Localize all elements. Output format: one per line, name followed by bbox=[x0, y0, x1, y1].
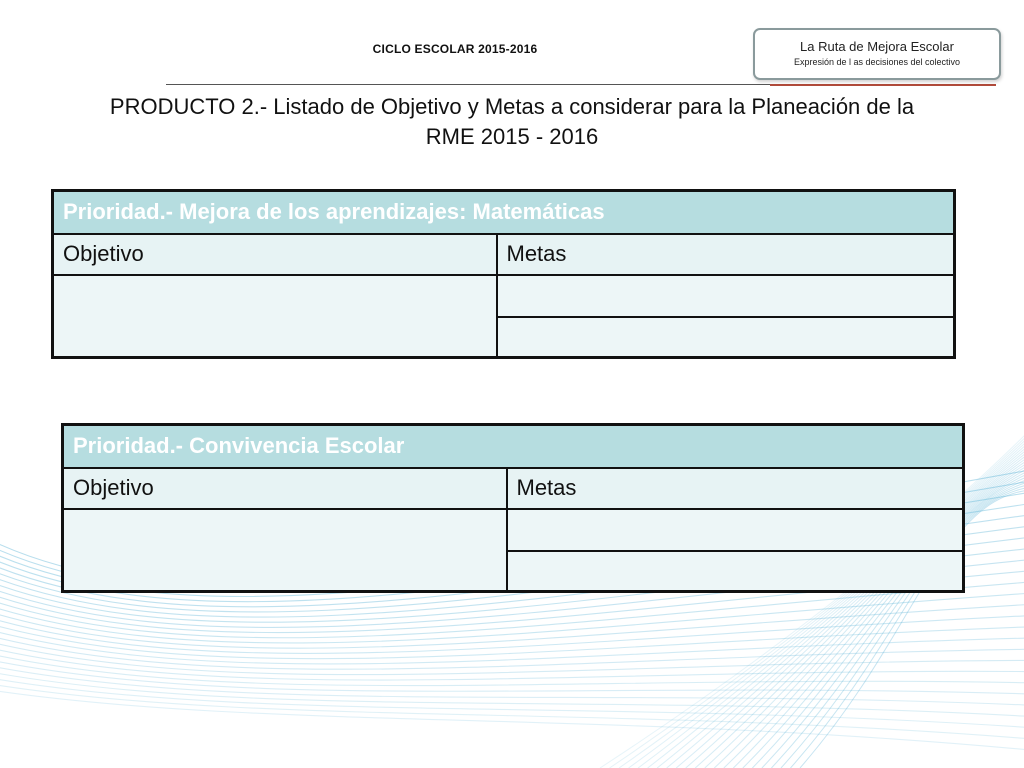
objective-cell[interactable] bbox=[63, 509, 507, 592]
priority-header: Prioridad.- Mejora de los aprendizajes: Matemáticas bbox=[53, 191, 955, 234]
objective-cell[interactable] bbox=[53, 275, 497, 358]
wave-line bbox=[0, 654, 1024, 686]
priority-table-matematicas bbox=[51, 189, 956, 359]
priority-table-convivencia bbox=[61, 423, 965, 593]
product-title-line-1: PRODUCTO 2.- Listado de Objetivo y Metas a considerar para la Planeación de la bbox=[109, 94, 915, 119]
goal-cell[interactable] bbox=[497, 275, 955, 317]
brand-box bbox=[753, 28, 1001, 80]
brand-subtitle: Expresión de l as decisiones del colectivo bbox=[793, 57, 961, 67]
header-divider-accent bbox=[770, 84, 996, 86]
wave-line bbox=[0, 678, 1024, 728]
goal-cell[interactable] bbox=[507, 509, 964, 551]
goal-cell[interactable] bbox=[507, 551, 964, 592]
objective-column-header: Objetivo bbox=[53, 234, 497, 275]
priority-header: Prioridad.- Convivencia Escolar bbox=[63, 425, 964, 468]
product-title bbox=[20, 92, 1004, 152]
goals-column-header: Metas bbox=[507, 468, 964, 509]
objective-column-header: Objetivo bbox=[63, 468, 507, 509]
goals-column-header: Metas bbox=[497, 234, 955, 275]
product-title-line-2: RME 2015 - 2016 bbox=[425, 124, 599, 149]
wave-line bbox=[0, 690, 1024, 750]
brand-title: La Ruta de Mejora Escolar bbox=[800, 39, 954, 54]
goal-cell[interactable] bbox=[497, 317, 955, 358]
cycle-title: CICLO ESCOLAR 2015-2016 bbox=[372, 42, 538, 56]
